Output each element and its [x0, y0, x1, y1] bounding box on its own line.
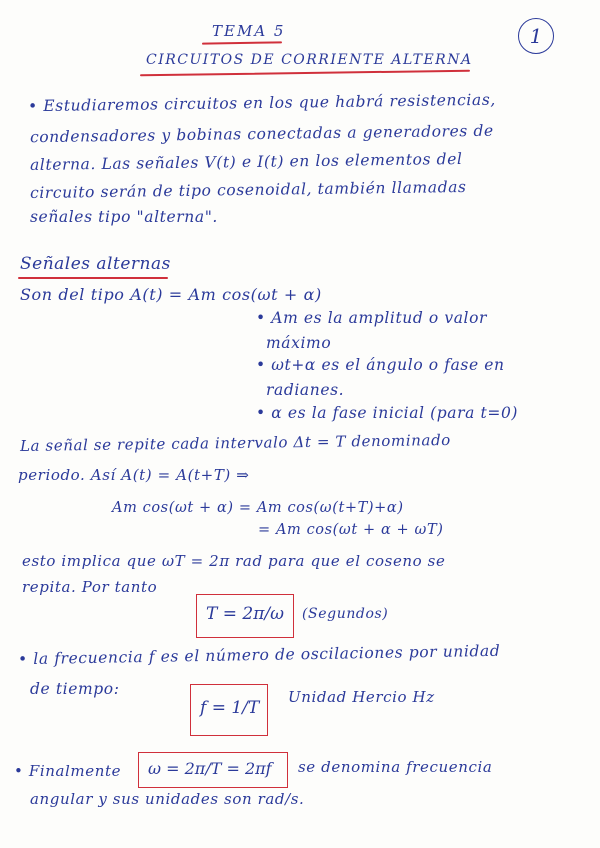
- signal-form-line: Son del tipo A(t) = Am cos(ωt + α): [20, 285, 322, 304]
- intro-line: condensadores y bobinas conectadas a generadores de: [29, 121, 494, 147]
- final-line-2: angular y sus unidades son rad/s.: [30, 790, 305, 808]
- page-number: 1: [518, 18, 554, 54]
- page-title: CIRCUITOS DE CORRIENTE ALTERNA: [146, 52, 473, 68]
- bullet-initial-phase: • α es la fase inicial (para t=0): [256, 404, 519, 422]
- tema-underline: [202, 41, 282, 44]
- period-line: periodo. Así A(t) = A(t+T) ⇒: [18, 466, 250, 484]
- implies-line: repita. Por tanto: [22, 578, 158, 596]
- bullet-phase: • ωt+α es el ángulo o fase en: [256, 356, 505, 374]
- period-line: La señal se repite cada intervalo Δt = T denominado: [19, 430, 451, 456]
- period-formula: T = 2π/ω: [206, 604, 284, 624]
- bullet-amplitude: • Am es la amplitud o valor: [256, 309, 488, 327]
- intro-line: circuito serán de tipo cosenoidal, también llamadas: [29, 177, 467, 203]
- intro-line: • Estudiaremos circuitos en los que habrá resistencias,: [27, 90, 496, 116]
- omega-formula: ω = 2π/T = 2πf: [148, 759, 272, 778]
- equation-1: Am cos(ωt + α) = Am cos(ω(t+T)+α): [112, 500, 404, 516]
- intro-line: señales tipo "alterna".: [30, 208, 218, 226]
- section-heading: Señales alternas: [20, 254, 171, 274]
- section-underline: [18, 277, 168, 279]
- bullet-phase-cont: radianes.: [266, 381, 345, 399]
- implies-line: esto implica que ωT = 2π rad para que el coseno se: [22, 552, 446, 570]
- tema-label: TEMA 5: [212, 22, 286, 40]
- period-unit: (Segundos): [302, 606, 389, 622]
- final-prefix: • Finalmente: [14, 762, 122, 780]
- intro-line: alterna. Las señales V(t) e I(t) en los elementos del: [29, 149, 463, 175]
- frequency-unit: Unidad Hercio Hz: [288, 688, 435, 706]
- frequency-line: de tiempo:: [30, 680, 120, 698]
- bullet-amplitude-cont: máximo: [266, 334, 332, 352]
- equation-2: = Am cos(ωt + α + ωT): [258, 522, 444, 538]
- title-underline: [140, 70, 470, 77]
- frequency-formula: f = 1/T: [200, 698, 260, 718]
- frequency-line: • la frecuencia f es el número de oscilaciones por unidad: [17, 641, 501, 669]
- final-suffix: se denomina frecuencia: [298, 758, 493, 776]
